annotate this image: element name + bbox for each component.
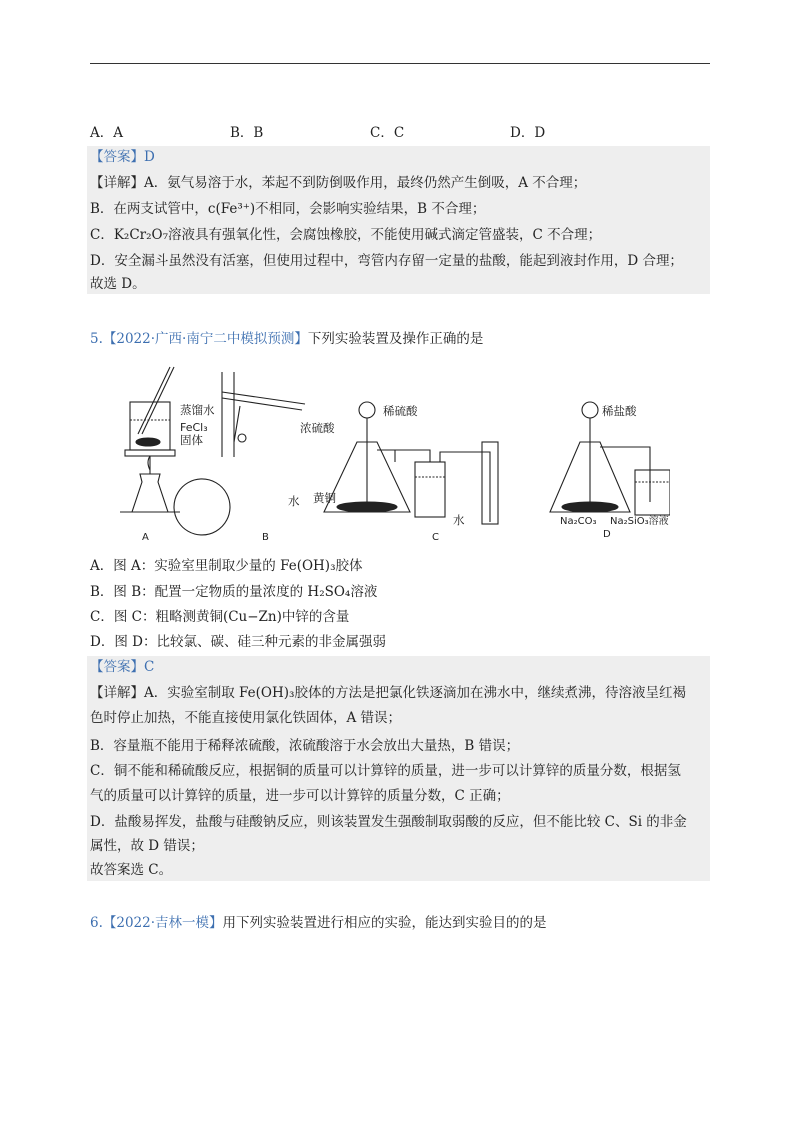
question-5-stem: 5.【2022·广西·南宁二中模拟预测】下列实验装置及操作正确的是 [90,331,484,347]
q5-option-d: D．图 D：比较氯、碳、硅三种元素的非金属强弱 [90,634,386,650]
q5-detail-line: D．盐酸易挥发，盐酸与硅酸钠反应，则该装置发生强酸制取弱酸的反应，但不能比较 C、Si 的非金 [90,814,687,830]
q5-option-a: A．图 A：实验室里制取少量的 Fe(OH)₃胶体 [90,558,363,574]
figure-label-a: A [142,532,149,543]
label-na2co3: Na₂CO₃ [560,516,597,527]
figure-label-c: C [432,532,439,543]
q5-detail-line: C．铜不能和稀硫酸反应，根据铜的质量可以计算锌的质量，进一步可以计算锌的质量分数，根据氢 [90,763,681,779]
q5-detail-line: 属性，故 D 错误； [90,838,204,854]
label-water-b: 水 [288,494,300,508]
q5-option-b: B．图 B：配置一定物质的量浓度的 H₂SO₄溶液 [90,584,378,600]
label-fecl3: FeCl₃ [180,421,208,434]
option-a: A．A [90,125,123,141]
q5-detail-line: 色时停止加热，不能直接使用氯化铁固体，A 错误； [90,710,402,726]
detail-line: C．K₂Cr₂O₇溶液具有强氧化性，会腐蚀橡胶，不能使用碱式滴定管盛装，C 不合理； [90,227,602,243]
q5-answer-label: 【答案】C [90,659,155,675]
header-rule [90,63,710,64]
option-d: D．D [510,125,546,141]
answer-label: 【答案】D [90,149,155,165]
figure-label-b: B [262,532,269,543]
q5-detail-head: 【详解】 [90,685,144,701]
figure-label-d: D [603,529,611,540]
label-distilled-water: 蒸馏水 [180,403,215,417]
label-water-c: 水 [453,513,465,527]
detail-line: 故选 D。 [90,276,146,292]
option-c: C．C [370,125,405,141]
label-solid: 固体 [180,433,203,447]
q5-detail-line: B．容量瓶不能用于稀释浓硫酸，浓硫酸溶于水会放出大量热，B 错误； [90,738,520,754]
option-b: B．B [230,125,264,141]
apparatus-figure [110,362,670,547]
question-6-stem: 6.【2022·吉林一模】用下列实验装置进行相应的实验，能达到实验目的的是 [90,915,547,931]
label-na2sio3: Na₂SiO₃溶液 [610,516,669,527]
label-conc-h2so4: 浓硫酸 [300,421,335,435]
q5-detail-line: 故答案选 C。 [90,862,173,878]
detail-line: B．在两支试管中，c(Fe³⁺)不相同，会影响实验结果，B 不合理； [90,201,486,217]
q5-detail-line: 【详解】A．实验室制取 Fe(OH)₃胶体的方法是把氯化铁逐滴加在沸水中，继续煮沸，待溶液呈红褐 [90,685,686,701]
label-brass: 黄铜 [313,491,336,505]
q5-detail-line: 气的质量可以计算锌的质量，进一步可以计算锌的质量分数，C 正确； [90,788,510,804]
detail-line: 【详解】A．氨气易溶于水，苯起不到防倒吸作用，最终仍然产生倒吸，A 不合理； [90,175,587,191]
answer-box-prev [87,146,710,294]
detail-line: D．安全漏斗虽然没有活塞，但使用过程中，弯管内存留一定量的盐酸，能起到液封作用，D 合理； [90,253,683,269]
label-dilute-hcl: 稀盐酸 [602,404,637,418]
q5-option-c: C．图 C：粗略测黄铜(Cu−Zn)中锌的含量 [90,609,350,625]
label-dilute-h2so4: 稀硫酸 [383,404,418,418]
question-5-source: 5.【2022·广西·南宁二中模拟预测】 [90,331,308,347]
question-6-source: 6.【2022·吉林一模】 [90,915,223,931]
detail-head: 【详解】 [90,175,144,191]
